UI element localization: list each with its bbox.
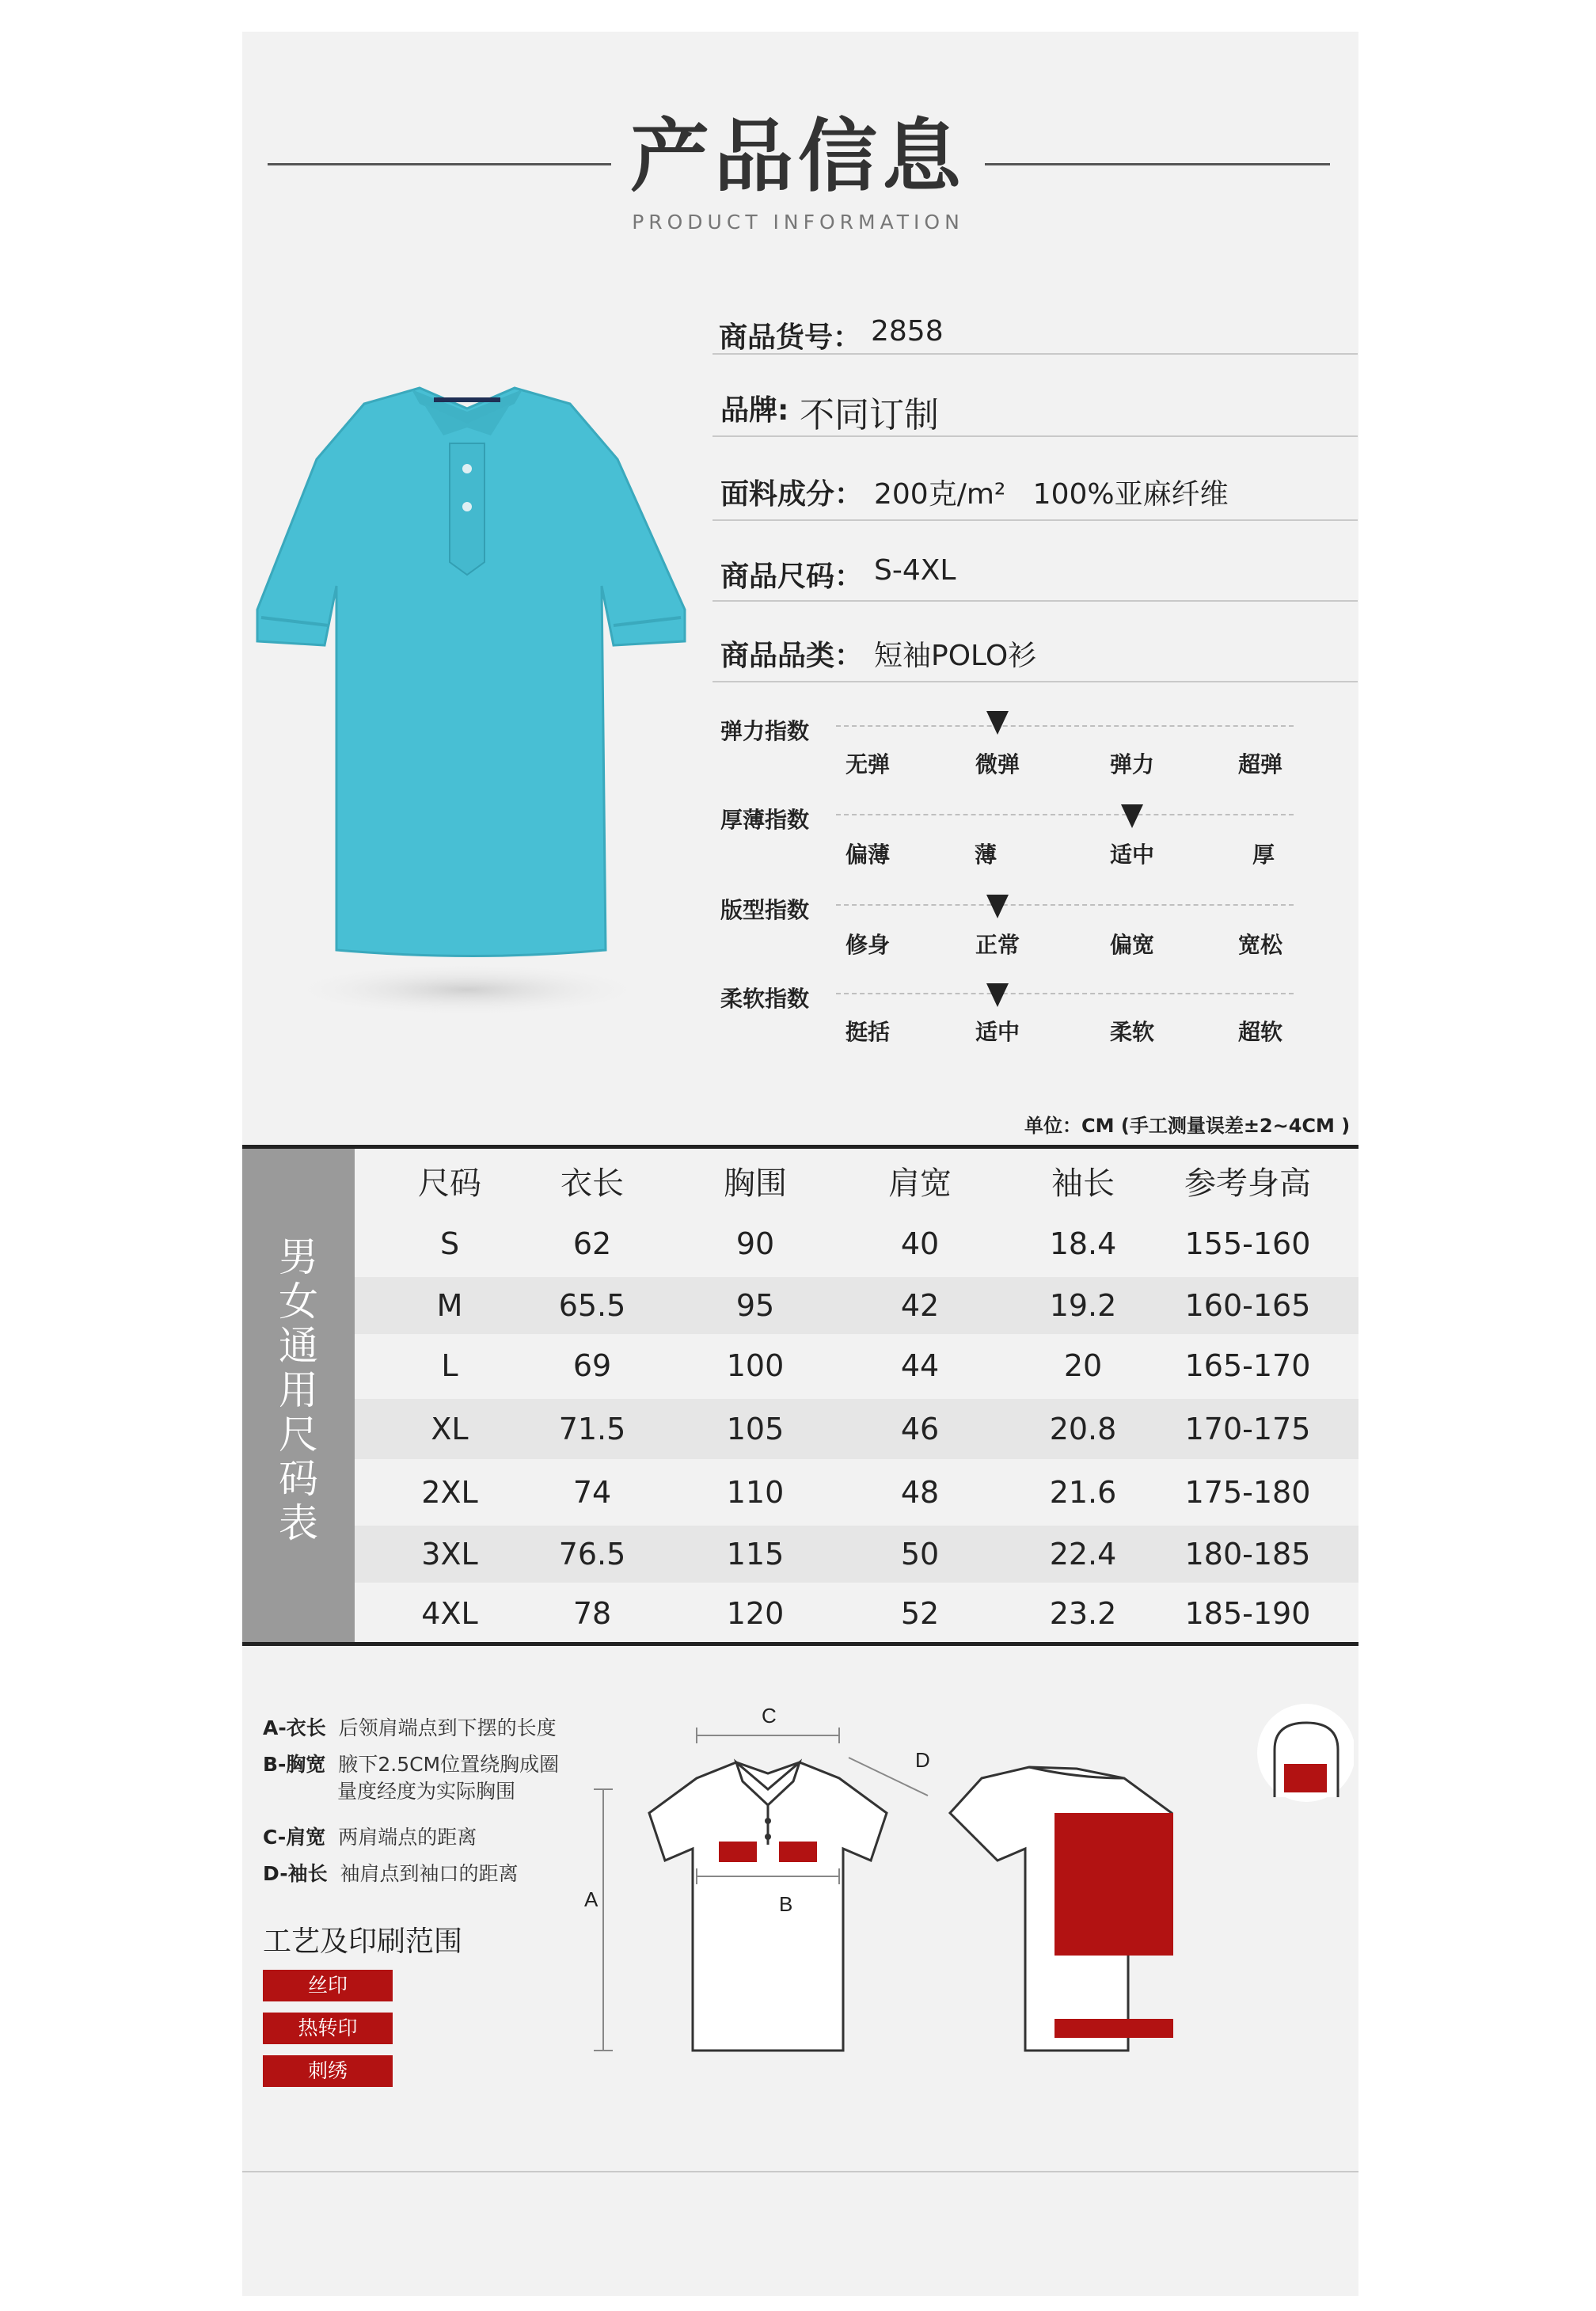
table-header-cell: 衣长: [560, 1165, 624, 1202]
info-label: 品牌:: [720, 394, 789, 427]
info-label: 商品货号：: [719, 321, 862, 354]
table-cell: 48: [900, 1475, 940, 1510]
index-marker: [986, 711, 1009, 735]
index-marker: [1121, 804, 1143, 828]
table-header-row: [355, 1149, 1358, 1212]
table-cell: 74: [572, 1475, 612, 1510]
table-cell: 69: [572, 1348, 612, 1383]
index-label: 柔软指数: [720, 986, 810, 1012]
table-cell: 100: [726, 1348, 785, 1383]
table-cell: 105: [726, 1412, 785, 1446]
table-cell: L: [441, 1348, 458, 1383]
table-cell: 95: [735, 1288, 775, 1323]
table-cell: 115: [726, 1537, 785, 1572]
table-cell: M: [436, 1288, 463, 1323]
table-cell: 185-190: [1184, 1595, 1311, 1631]
info-row-size: [712, 543, 1358, 602]
table-header-cell: 肩宽: [888, 1165, 952, 1202]
info-row-brand: [712, 378, 1358, 437]
table-cell: 110: [726, 1475, 785, 1510]
index-marker: [986, 983, 1009, 1007]
measure-key: D-袖长: [263, 1862, 328, 1885]
print-area-cap: [1284, 1764, 1327, 1792]
table-cell: 78: [572, 1595, 612, 1631]
table-cell: 18.4: [1049, 1226, 1117, 1261]
table-row: [355, 1399, 1358, 1459]
table-cell: 90: [735, 1226, 775, 1261]
table-header-cell: 袖长: [1051, 1165, 1115, 1202]
unit-note: 单位：CM (手工测量误差±2~4CM ): [1024, 1115, 1351, 1137]
index-option: 超软: [1237, 1019, 1282, 1045]
table-row: [355, 1461, 1358, 1524]
table-cell: 52: [900, 1595, 940, 1631]
table-cell: 155-160: [1184, 1226, 1311, 1261]
table-bottom-border: [242, 1642, 1358, 1646]
print-area-right-chest: [779, 1842, 817, 1862]
table-row: [355, 1584, 1358, 1642]
index-option: 无弹: [845, 751, 890, 777]
index-option: 正常: [975, 932, 1020, 958]
measure-key: C-肩宽: [263, 1826, 326, 1849]
polo-shirt-image: [253, 380, 697, 1013]
measure-desc: 两肩端点的距离: [338, 1826, 477, 1849]
table-cell: 160-165: [1184, 1288, 1311, 1323]
label-a: A: [584, 1887, 598, 1911]
table-cell: 3XL: [421, 1537, 478, 1572]
label-b: B: [779, 1892, 793, 1916]
index-label: 版型指数: [720, 897, 810, 923]
table-cell: 44: [900, 1348, 940, 1383]
table-cell: 2XL: [421, 1475, 478, 1510]
table-row: [355, 1526, 1358, 1583]
index-option: 偏薄: [845, 842, 890, 868]
index-line: [836, 993, 1294, 994]
craft-title: 工艺及印刷范围: [263, 1925, 463, 1958]
table-header-cell: 尺码: [418, 1165, 481, 1202]
measure-key: A-衣长: [263, 1716, 326, 1739]
page-subtitle: PRODUCT INFORMATION: [632, 211, 964, 234]
index-option: 微弹: [975, 751, 1020, 777]
table-cell: 46: [900, 1412, 940, 1446]
table-cell: 71.5: [558, 1412, 626, 1446]
print-area-left-chest: [719, 1842, 757, 1862]
index-label: 厚薄指数: [720, 807, 810, 833]
table-cell: 170-175: [1184, 1412, 1311, 1446]
info-value: 2858: [871, 315, 944, 348]
info-label: 商品品类：: [720, 640, 864, 672]
table-header-cell: 胸围: [724, 1165, 787, 1202]
table-cell: 20: [1063, 1348, 1103, 1383]
table-row: [355, 1334, 1358, 1397]
label-d: D: [915, 1748, 930, 1772]
print-area-back: [1054, 1813, 1173, 1956]
table-cell: 180-185: [1184, 1537, 1311, 1572]
craft-tag-embroidery: 刺绣: [263, 2055, 393, 2087]
info-value: 短袖POLO衫: [874, 640, 1037, 672]
index-line: [836, 904, 1294, 906]
info-value: S-4XL: [874, 554, 956, 587]
info-label: 面料成分：: [720, 478, 864, 511]
table-cell: 19.2: [1049, 1288, 1117, 1323]
measure-desc: 腋下2.5CM位置绕胸成圈: [338, 1753, 560, 1776]
table-header-cell: 参考身高: [1184, 1165, 1311, 1202]
index-label: 弹力指数: [720, 718, 810, 744]
table-cell: 40: [900, 1226, 940, 1261]
index-option: 弹力: [1109, 751, 1154, 777]
measure-a: [263, 1715, 557, 1742]
measurement-diagram: [570, 1702, 1354, 2066]
index-option: 超弹: [1237, 751, 1282, 777]
index-option: 修身: [845, 932, 890, 958]
craft-tag-screen-print: 丝印: [263, 1970, 393, 2001]
index-line: [836, 814, 1294, 815]
index-option: 宽松: [1237, 932, 1282, 958]
measure-desc: 后领肩端点到下摆的长度: [338, 1716, 557, 1739]
measure-desc: 袖肩点到袖口的距离: [340, 1862, 519, 1885]
index-marker: [986, 895, 1009, 918]
index-option: 适中: [1109, 842, 1154, 868]
table-cell: 120: [726, 1595, 785, 1631]
page-title: 产品信息: [630, 110, 966, 203]
table-cell: 22.4: [1049, 1537, 1117, 1572]
info-label: 商品尺码：: [720, 561, 864, 593]
bottom-divider: [242, 2171, 1358, 2172]
table-cell: 65.5: [558, 1288, 626, 1323]
index-option: 薄: [974, 842, 997, 868]
info-row-sku: [712, 310, 1358, 355]
index-option: 适中: [975, 1019, 1020, 1045]
craft-tag-heat-transfer: 热转印: [263, 2013, 393, 2044]
table-cell: 23.2: [1049, 1595, 1117, 1631]
index-option: 厚: [1252, 842, 1275, 868]
table-cell: 62: [572, 1226, 612, 1261]
index-option: 柔软: [1109, 1019, 1154, 1045]
table-cell: 76.5: [558, 1537, 626, 1572]
table-cell: 20.8: [1049, 1412, 1117, 1446]
info-row-fabric: [712, 459, 1358, 521]
index-option: 偏宽: [1109, 932, 1154, 958]
measure-key: B-胸宽: [263, 1753, 326, 1776]
table-cell: 165-170: [1184, 1348, 1311, 1383]
table-cell: 175-180: [1184, 1475, 1311, 1510]
index-option: 挺括: [845, 1019, 890, 1045]
measure-d: [263, 1861, 519, 1887]
index-line: [836, 725, 1294, 727]
table-row: [355, 1277, 1358, 1334]
measure-c: [263, 1824, 477, 1851]
measure-b: [263, 1751, 559, 1805]
table-cell: XL: [431, 1412, 469, 1446]
label-c: C: [762, 1704, 777, 1728]
table-side-label: 男 女 通 用 尺 码 表: [279, 1234, 318, 1546]
info-value: 不同订制: [800, 395, 939, 435]
table-cell: 50: [900, 1537, 940, 1572]
table-cell: 21.6: [1049, 1475, 1117, 1510]
measure-desc-2: 量度经度为实际胸围: [337, 1780, 516, 1803]
table-cell: 4XL: [421, 1595, 478, 1631]
table-cell: S: [439, 1226, 460, 1261]
info-row-category: [712, 622, 1358, 682]
info-value: 200克/m² 100%亚麻纤维: [874, 478, 1229, 511]
print-area-back-hem: [1054, 2019, 1173, 2038]
table-cell: 42: [900, 1288, 940, 1323]
table-row: [355, 1212, 1358, 1275]
